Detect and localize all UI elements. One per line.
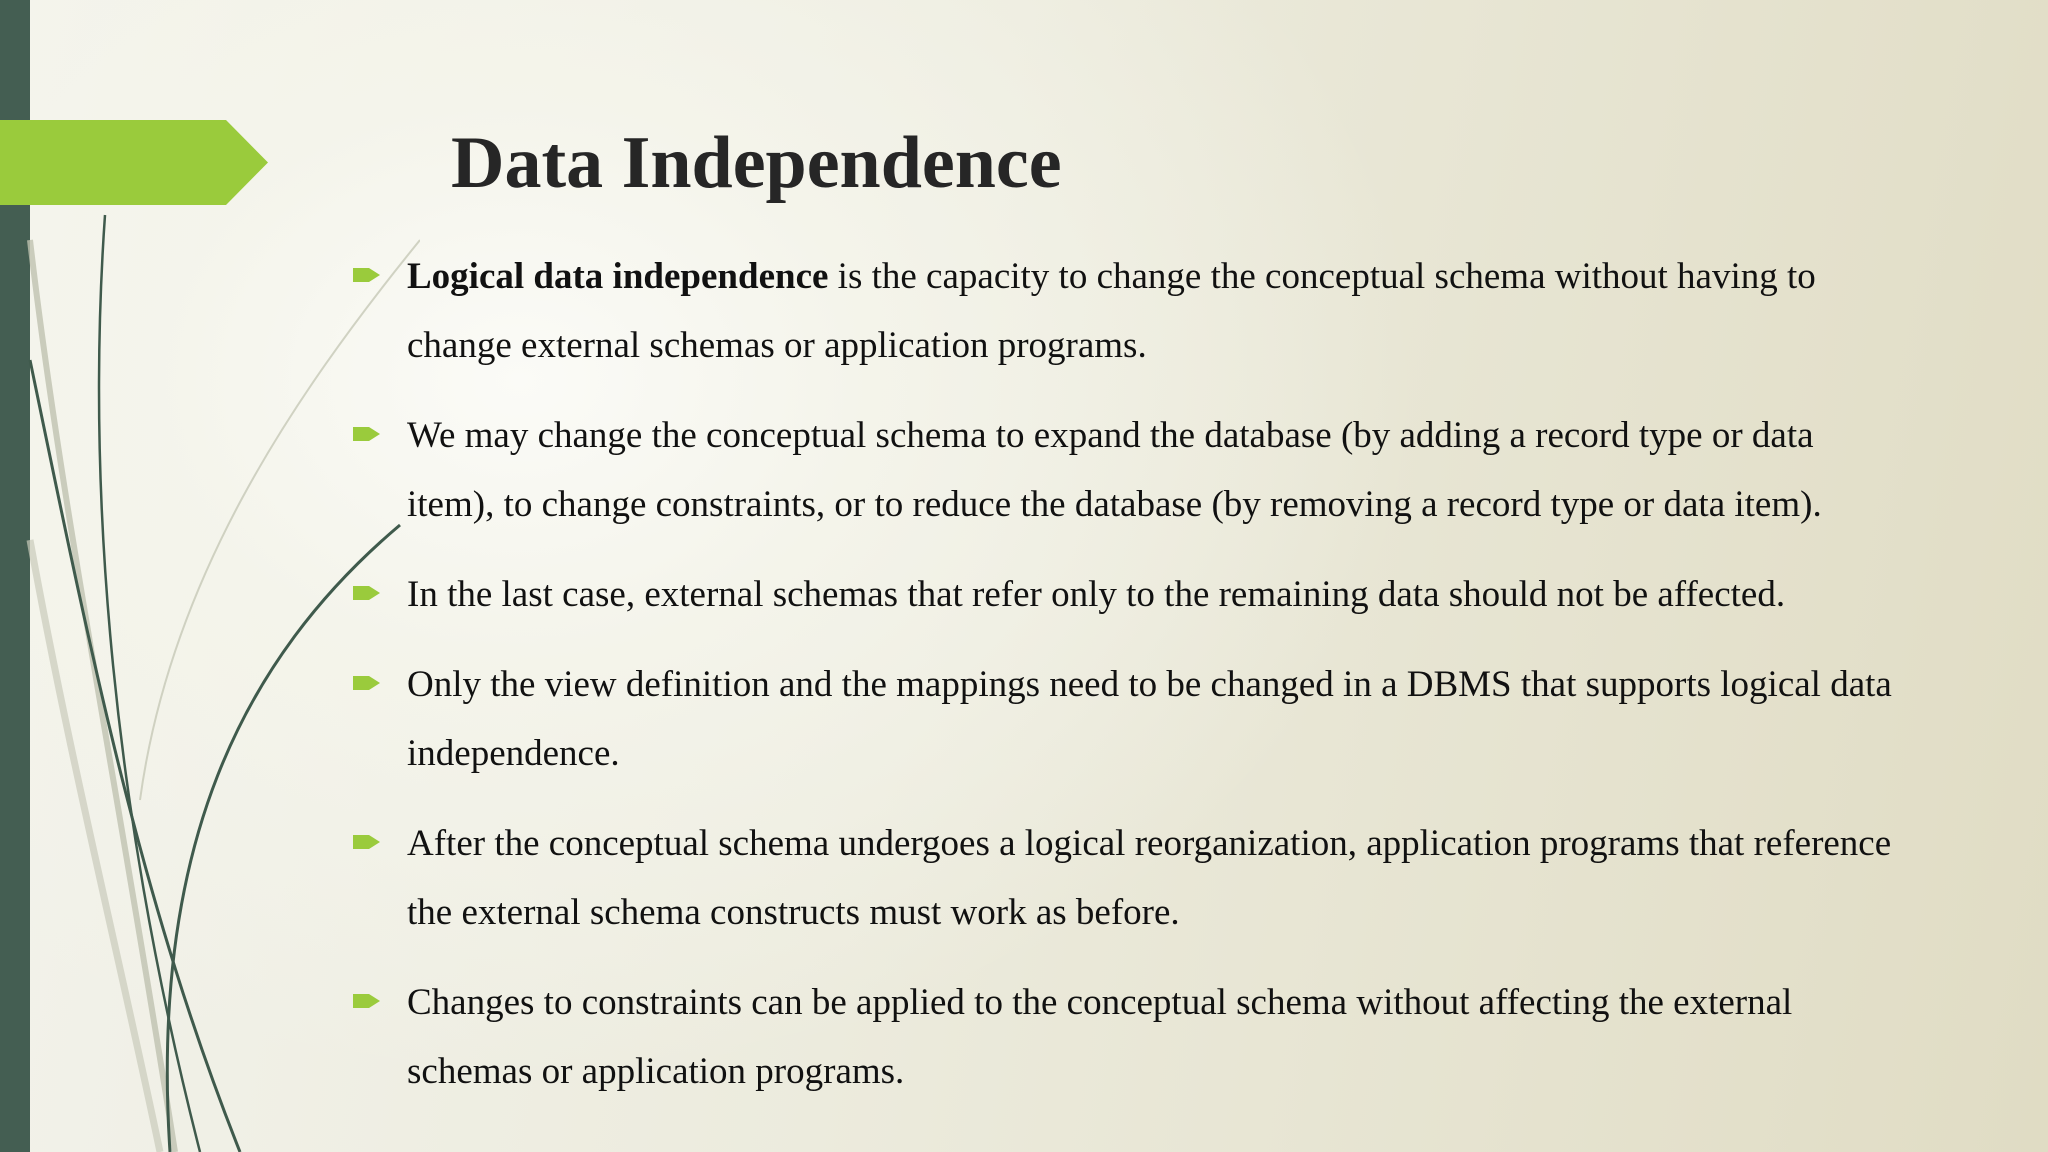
arrow-bullet-icon xyxy=(353,265,381,285)
arrow-bullet-icon xyxy=(353,583,381,603)
bullet-text: In the last case, external schemas that refer only to the remaining data should not be affected. xyxy=(407,574,1786,615)
bullet-text: We may change the conceptual schema to expand the database (by adding a record type or data item), to change constraints, or to reduce the database (by removing a record type or data item). xyxy=(407,415,1822,525)
arrow-bullet-icon xyxy=(353,673,381,693)
bullet-text: Changes to constraints can be applied to the conceptual schema without affecting the external schemas or application programs. xyxy=(407,982,1793,1092)
arrow-bullet-icon xyxy=(353,991,381,1011)
bullet-item xyxy=(350,401,1910,539)
bullet-item xyxy=(350,968,1910,1106)
bullet-text: Only the view definition and the mappings need to be changed in a DBMS that supports logical data independence. xyxy=(407,664,1892,774)
bullet-text: Logical data independence is the capacity to change the conceptual schema without having to change external schemas or application programs. xyxy=(407,256,1816,366)
bullet-item xyxy=(350,242,1910,380)
bullet-lead: Logical data independence xyxy=(407,256,829,297)
bullet-item xyxy=(350,650,1910,788)
bullet-item xyxy=(350,560,1910,629)
bullet-list xyxy=(350,242,1910,1127)
bullet-text: After the conceptual schema undergoes a logical reorganization, application programs that reference the external schema constructs must work as before. xyxy=(407,823,1892,933)
arrow-bullet-icon xyxy=(353,832,381,852)
arrow-bullet-icon xyxy=(353,424,381,444)
slide-title: Data Independence xyxy=(451,122,1062,204)
title-arrow-shape xyxy=(0,120,268,205)
bullet-item xyxy=(350,809,1910,947)
